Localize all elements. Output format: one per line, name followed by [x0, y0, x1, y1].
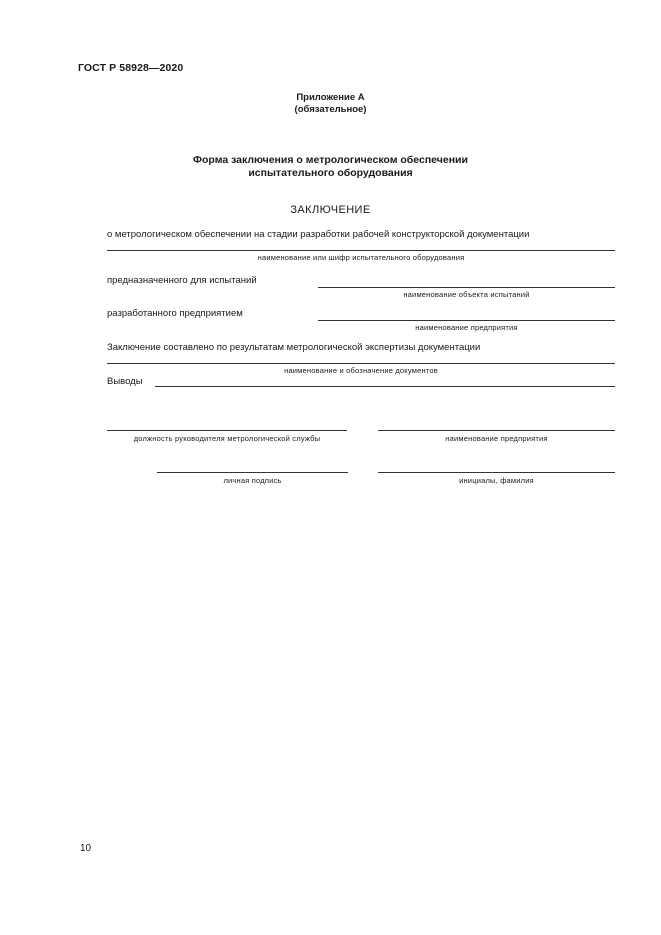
enterprise2-line: [378, 430, 615, 431]
appendix-subtitle: (обязательное): [294, 104, 367, 115]
form-title-line1: Форма заключения о метрологическом обеспечении: [193, 154, 468, 166]
intro-text: о метрологическом обеспечении на стадии разработки рабочей конструкторской документации: [107, 229, 530, 240]
appendix-title: Приложение А: [296, 92, 365, 103]
object-caption: наименование объекта испытаний: [403, 290, 530, 299]
page-number: 10: [80, 843, 92, 854]
enterprise-caption: наименование предприятия: [415, 323, 518, 332]
object-line: [318, 287, 615, 288]
initials-caption: инициалы, фамилия: [459, 476, 534, 485]
conclusion-heading: ЗАКЛЮЧЕНИЕ: [290, 204, 371, 216]
developed-label: разработанного предприятием: [107, 308, 243, 319]
position-line: [107, 430, 347, 431]
document-id: ГОСТ Р 58928—2020: [78, 62, 184, 74]
conclusions-label: Выводы: [107, 376, 143, 387]
form-title-line2: испытательного оборудования: [248, 167, 413, 179]
equipment-caption: наименование или шифр испытательного оборудования: [257, 253, 465, 262]
signature-line: [157, 472, 348, 473]
initials-line: [378, 472, 615, 473]
conclusions-line: [155, 386, 615, 387]
enterprise2-caption: наименование предприятия: [445, 434, 548, 443]
expertise-label: Заключение составлено по результатам метрологической экспертизы документации: [107, 342, 481, 353]
position-caption: должность руководителя метрологической службы: [133, 434, 321, 443]
intended-label: предназначенного для испытаний: [107, 275, 257, 286]
equipment-line: [107, 250, 615, 251]
documents-caption: наименование и обозначение документов: [284, 366, 438, 375]
signature-caption: личная подпись: [223, 476, 282, 485]
enterprise-line: [318, 320, 615, 321]
documents-line: [107, 363, 615, 364]
